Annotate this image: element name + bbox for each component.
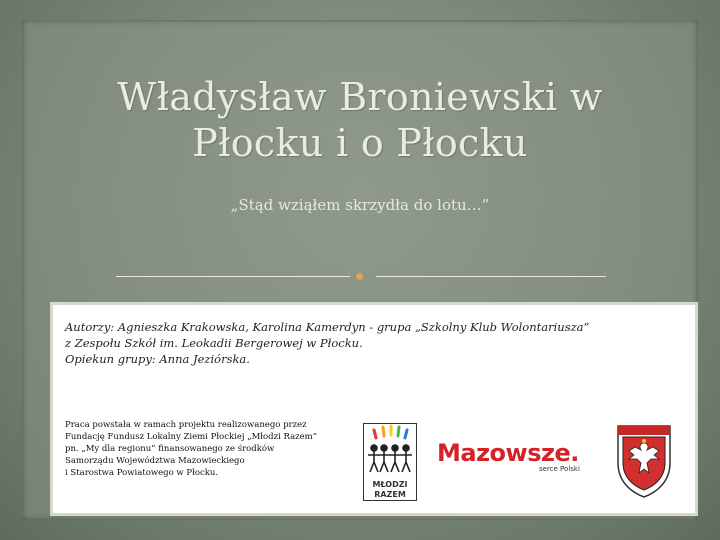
project-line-4: Samorządu Województwa Mazowieckiego: [65, 456, 245, 466]
mazowsze-tagline: serce Polski: [539, 465, 580, 473]
children-figures-icon: [364, 424, 416, 478]
supervisor-line: Opiekun grupy: Anna Jeziórska.: [65, 352, 250, 366]
authors-block: [65, 319, 685, 367]
razem-label: RAZEM: [374, 490, 406, 499]
slide-title: [60, 74, 660, 166]
title-line-2: Płocku i o Płocku: [192, 121, 528, 165]
slide-subtitle: „Stąd wziąłem skrzydła do lotu…”: [230, 196, 490, 214]
project-info: [65, 419, 355, 479]
project-line-2: Fundację Fundusz Lokalny Ziemi Płockiej „Młodzi Razem”: [65, 432, 318, 442]
project-line-1: Praca powstała w ramach projektu realizowanego przez: [65, 420, 307, 430]
school-line: z Zespołu Szkół im. Leokadii Bergerowej w Płocku.: [65, 336, 363, 350]
authors-line: Autorzy: Agnieszka Krakowska, Karolina Kamerdyn - grupa „Szkolny Klub Wolontariusza”: [65, 320, 590, 334]
mlodzi-razem-logo: [363, 423, 417, 501]
divider-right: [376, 276, 606, 277]
credits-box: [50, 302, 698, 516]
mlodzi-label: MŁODZI: [372, 480, 408, 489]
divider-dot: [356, 273, 363, 280]
project-line-3: pn. „My dla regionu” finansowanego ze środków: [65, 444, 275, 454]
divider-left: [116, 276, 350, 277]
mazowsze-logo: Mazowsze.: [437, 439, 579, 467]
coat-of-arms-icon: [615, 423, 673, 499]
project-line-5: i Starostwa Powiatowego w Płocku.: [65, 468, 219, 478]
title-line-1: Władysław Broniewski w: [117, 75, 603, 119]
